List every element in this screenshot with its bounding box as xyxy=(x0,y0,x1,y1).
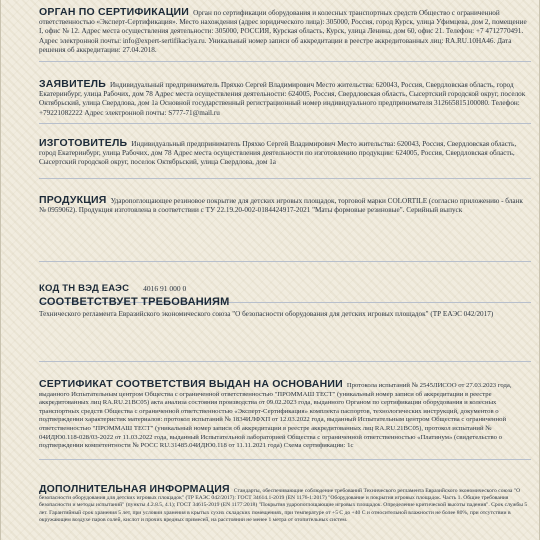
conforms-text: Технического регламента Евразийского экономического союза "О безопасности оборудования для детских игровых площадок" (ТР ЕАЭС 042/2017) xyxy=(39,310,494,318)
certification-body-text: Орган по сертификации оборудования и колесных транспортных средств Общество с ограниченной ответственностью «Эксперт-Сертификация». Место нахождения (адрес юридического лица): 305000, Россия, город Курск, улица Уфимцева, дом 2, помещение I, офис № 12. Адрес места осуществления деятельности: 305000, РОССИЯ, Курская область, Курск, улица Ленина, дом 60, офис 21. Телефон: +7 4712770491. Адрес электронной почты: info@expert-sertifikaciya.ru. Уникальный номер записи об аккредитации в реестре аккредитованных лиц: RA.RU.10HA46. Дата решения об аккредитации: 27.04.2018. xyxy=(39,9,527,54)
additional-info-text: Стандарты, обеспечивающие соблюдение требований Технического регламента Евразийского экономического союза "О безопасности оборудования для детских игровых площадок" (ТР ЕАЭС 042/2017): ГОСТ 34614.1-2019 (EN 1176-1:2017) "Оборудование и покрытия игровых площадок. Часть 1. Общие требования безопасности и методы испытаний" (пункты 4.2.8.5, 4.1); ГОСТ 34615-2019 (EN 1177:2018) "Покрытия ударопоглощающие игровых площадок. Определение критической высоты падения". Срок службы 5 лет. Гарантийный срок хранения 5 лет, при условии хранения в крытых сухих складских помещениях, при температуре от +5 С до +40 С и относительной влажности не более 80%, при отсутствии в окружающем воздухе паров солей, кислот и прочих вредных примесей, на расстоянии не менее 1 метра от отопительных систем. xyxy=(39,488,528,523)
product-heading: ПРОДУКЦИЯ xyxy=(39,194,107,206)
certification-body-heading: ОРГАН ПО СЕРТИФИКАЦИИ xyxy=(39,6,190,18)
certification-body-block xyxy=(39,8,531,55)
code-heading: КОД ТН ВЭД ЕАЭС xyxy=(39,283,130,294)
section-divider xyxy=(39,459,531,460)
applicant-section xyxy=(39,80,531,124)
basis-text: Протокола испытаний № 2545ЛИСОО от 27.03.2023 года, выданного Испытательным центром Общества с ограниченной ответственностью "ПРОММАШ ТЕСТ" (уникальный номер записи об аккредитации в реестре аккредитованных лиц RA.RU.21BC05) акта анализа состояния производства от 09.02.2023 года, выданного Органом по сертификации оборудования и колесных транспортных средств Общества с ограниченной ответственностью «Эксперт-Сертификация» комплекта паспортов, технологических инструкций, документов о подтверждении характеристик материалов: протокол испытаний № 1834ИЛФХП от 12.03.2022 года, выданный Испытательным центром Общества с ограниченной ответственностью "ПРОММАШ ТЕСТ" (уникальный номер записи об аккредитации в реестре аккредитованных лиц RA.RU.21BC05), протокол испытаний № 04ИДЮ0.118-028/03-2022 от 11.03.2022 года, выданный Испытательной лабораторией Общества с ограниченной ответственностью «Платинум» (свидетельство о подтверждении компетентности № РОСС RU.31485.04ИДЮ0.118 от 11.11.2021 года) Схема сертификации: 1с xyxy=(39,382,512,450)
section-divider xyxy=(39,61,531,62)
additional-info-section xyxy=(39,483,531,524)
conforms-section xyxy=(39,296,531,362)
product-block xyxy=(39,196,531,215)
manufacturer-heading: ИЗГОТОВИТЕЛЬ xyxy=(39,137,128,149)
certification-body-section xyxy=(39,8,531,62)
basis-block xyxy=(39,380,531,451)
section-divider xyxy=(39,361,531,362)
section-divider xyxy=(39,261,531,262)
section-divider xyxy=(39,123,531,124)
manufacturer-text: Индивидуальный предприниматель Пряхко Сергей Владимирович Место жительства: 620043, Россия, Свердловская область, город Екатеринбург, улица Рабочих, дом 78 Адрес места осуществления деятельности по изготовлению продукции: 624005, Россия, Свердловская область, Сысертский городской округ, поселок Октябрьский, улица Свердлова, дом 1а xyxy=(39,140,517,167)
additional-info-block xyxy=(39,483,531,524)
manufacturer-block xyxy=(39,139,531,168)
additional-info-heading: ДОПОЛНИТЕЛЬНАЯ ИНФОРМАЦИЯ xyxy=(39,483,230,495)
applicant-heading: ЗАЯВИТЕЛЬ xyxy=(39,78,106,90)
section-divider xyxy=(39,178,531,179)
applicant-text: Индивидуальный предприниматель Пряхко Сергей Владимирович Место жительства: 620043, Россия, Свердловская область, город Екатеринбург, улица Рабочих, дом 78 Адрес места осуществления деятельности: 624005, Россия, Свердловская область, Сысертский городской округ, поселок Октябрьский, улица Свердлова, дом 1а Основной государственный регистрационный номер индивидуального предпринимателя 312665815100080. Телефон: +79221082222 Адрес электронной почты: S777-71@mail.ru xyxy=(39,81,526,117)
applicant-block xyxy=(39,80,531,118)
conforms-heading: СООТВЕТСТВУЕТ ТРЕБОВАНИЯМ xyxy=(39,296,230,308)
code-value: 4016 91 000 0 xyxy=(143,284,187,293)
basis-section xyxy=(39,380,531,460)
basis-heading: СЕРТИФИКАТ СООТВЕТСТВИЯ ВЫДАН НА ОСНОВАНИИ xyxy=(39,378,343,390)
manufacturer-section xyxy=(39,139,531,179)
product-section xyxy=(39,196,531,262)
product-text: Ударопоглощающее резиновое покрытие для детских игровых площадок, торговой марки COLORTILE (согласно приложению - бланк № 0959062). Продукция изготовлена в соответствии с ТУ 22.19.20-002-0184424917-2021 "Маты формовые резиновые". Серийный выпуск xyxy=(39,197,523,215)
